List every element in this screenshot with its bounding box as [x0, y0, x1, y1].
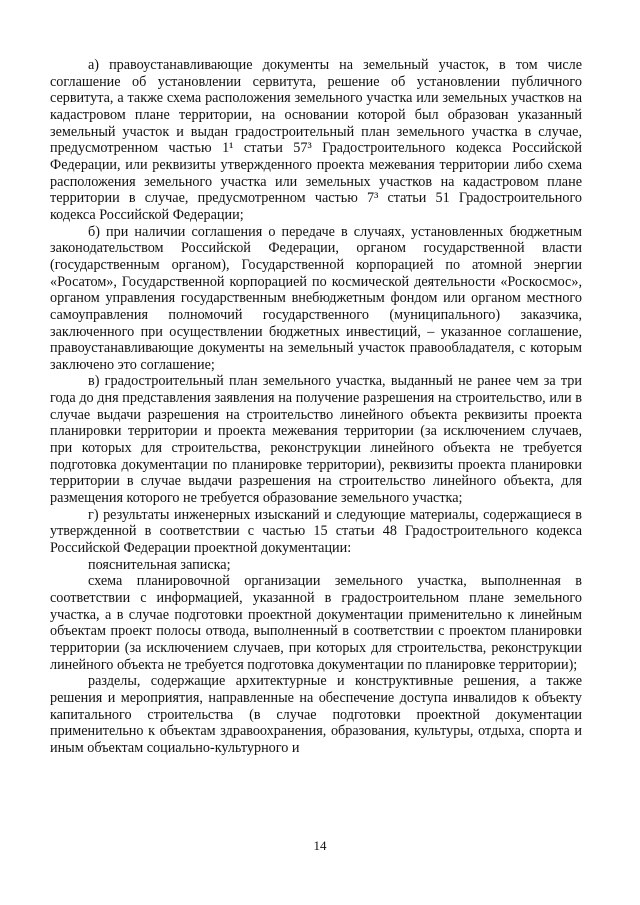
paragraph-sections: разделы, содержащие архитектурные и конструктивные решения, а также решения и мероприятия, направленные на обеспечение доступа инвалидов к объекту капитального строительства (в случае подготовки проектной документации применительно к объектам здравоохранения, образования, культуры, отдыха, спорта и иным объектам социально-культурного и: [50, 673, 582, 756]
body-text: [50, 57, 582, 757]
paragraph-b: б) при наличии соглашения о передаче в случаях, установленных бюджетным законодательством Российской Федерации, органом государственной власти (государственным органом), Государственной корпорацией по атомной энергии «Росатом», Государственной корпорацией по космической деятельности «Роскосмос», органом управления государственным внебюджетным фондом или органом местного самоуправления полномочий государственного (муниципального) заказчика, заключенного при осуществлении бюджетных инвестиций, – указанное соглашение, правоустанавливающие документы на земельный участок правообладателя, с которым заключено это соглашение;: [50, 223, 582, 373]
paragraph-v: в) градостроительный план земельного участка, выданный не ранее чем за три года до дня представления заявления на получение разрешения на строительство, или в случае выдачи разрешения на строительство линейного объекта реквизиты проекта планировки территории и проекта межевания территории (за исключением случаев, при которых для строительства, реконструкции линейного объекта не требуется подготовка документации по планировке территории), реквизиты проекта планировки территории в случае выдачи разрешения на строительство линейного объекта, для размещения которого не требуется образование земельного участка;: [50, 373, 582, 507]
paragraph-explanatory-note: пояснительная записка;: [88, 556, 231, 573]
page-number: 14: [313, 838, 327, 853]
paragraph-a: а) правоустанавливающие документы на земельный участок, в том числе соглашение об установлении сервитута, решение об установлении публичного сервитута, а также схема расположения земельного участка или земельных участков на кадастровом плане территории, на основании которой был образован указанный земельный участок и выдан градостроительный план земельного участка в случае, предусмотренном частью 1¹ статьи 57³ Градостроительного кодекса Российской Федерации, или реквизиты утвержденного проекта межевания территории либо схема расположения земельного участка или земельных участков на кадастровом плане территории в случае, предусмотренном частью 7³ статьи 51 Градостроительного кодекса Российской Федерации;: [50, 57, 582, 223]
paragraph-site-plan: схема планировочной организации земельного участка, выполненная в соответствии с информацией, указанной в градостроительном плане земельного участка, а в случае подготовки проектной документации применительно к линейным объектам проект полосы отвода, выполненный в соответствии с проектом планировки территории (за исключением случаев, при которых для строительства, реконструкции линейного объекта не требуется подготовка документации по планировке территории);: [50, 573, 582, 673]
paragraph-g: г) результаты инженерных изысканий и следующие материалы, содержащиеся в утвержденной в соответствии с частью 15 статьи 48 Градостроительного кодекса Российской Федерации проектной документации:: [50, 506, 582, 557]
